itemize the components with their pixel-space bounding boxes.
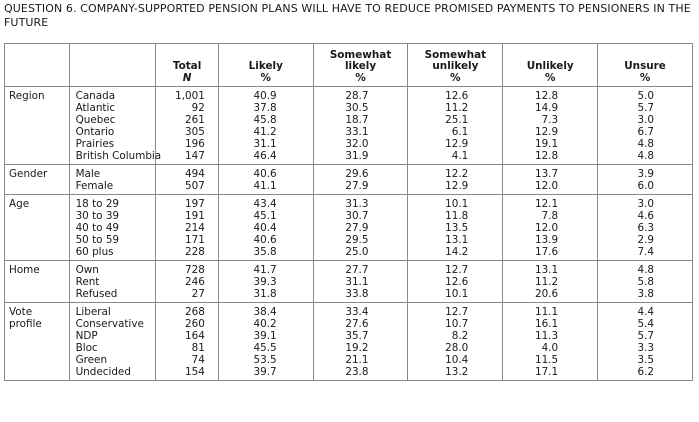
group-label: Region <box>9 90 45 102</box>
unlikely-value: 11.1 <box>534 306 559 318</box>
header-total <box>156 44 219 87</box>
somewhat-likely-cell <box>313 261 408 303</box>
unsure-value: 3.3 <box>637 342 654 354</box>
unlikely-value: 19.1 <box>534 138 559 150</box>
somewhat-unlikely-cell <box>408 303 503 381</box>
header-unsure <box>598 44 693 87</box>
unsure-value: 4.4 <box>637 306 654 318</box>
somewhat-likely-value: 27.9 <box>345 180 369 192</box>
somewhat-unlikely-value: 11.2 <box>445 102 469 114</box>
header-blank-subgroup <box>69 44 156 87</box>
somewhat-unlikely-cell <box>408 87 503 165</box>
likely-value: 53.5 <box>253 354 277 366</box>
group-label-cell <box>5 165 70 195</box>
row-label: Canada <box>75 90 116 102</box>
unsure-cell <box>598 195 693 261</box>
unlikely-value: 7.3 <box>541 114 559 126</box>
unsure-value: 7.4 <box>637 246 654 258</box>
total-value: 305 <box>185 126 205 138</box>
group-row <box>5 261 693 303</box>
likely-value: 45.8 <box>253 114 277 126</box>
row-label <box>69 303 156 381</box>
total-value: 81 <box>191 342 205 354</box>
unsure-value: 6.7 <box>637 126 654 138</box>
header-somewhat-likely-unit: % <box>355 71 366 84</box>
total-value: 228 <box>185 246 205 258</box>
row-label: Quebec <box>75 114 116 126</box>
somewhat-unlikely-value: 14.2 <box>445 246 469 258</box>
somewhat-likely-value: 27.9 <box>345 222 369 234</box>
somewhat-likely-value: 18.7 <box>345 114 369 126</box>
unlikely-value: 4.0 <box>541 342 559 354</box>
group-label-cell <box>5 87 70 165</box>
somewhat-unlikely-cell <box>408 195 503 261</box>
total-cell <box>156 261 219 303</box>
unsure-value: 5.0 <box>637 90 654 102</box>
somewhat-unlikely-value: 13.5 <box>445 222 469 234</box>
header-likely <box>218 44 313 87</box>
unlikely-cell <box>503 195 598 261</box>
somewhat-likely-value: 31.3 <box>345 198 369 210</box>
group-label: Age <box>9 198 30 210</box>
header-somewhat-unlikely <box>408 44 503 87</box>
row-label: Liberal <box>75 306 111 318</box>
somewhat-unlikely-value: 11.8 <box>445 210 469 222</box>
somewhat-unlikely-value: 13.1 <box>445 234 469 246</box>
somewhat-unlikely-value: 12.6 <box>445 90 469 102</box>
group-label-cell <box>5 303 70 381</box>
row-label: NDP <box>75 330 98 342</box>
likely-value: 39.1 <box>253 330 277 342</box>
header-unsure-unit: % <box>639 71 651 84</box>
row-label: Male <box>75 168 101 180</box>
unlikely-value: 13.9 <box>534 234 559 246</box>
row-label: 50 to 59 <box>75 234 120 246</box>
somewhat-likely-cell <box>313 165 408 195</box>
total-cell <box>156 87 219 165</box>
group-label: Home <box>9 264 40 276</box>
row-label <box>69 195 156 261</box>
somewhat-likely-cell <box>313 195 408 261</box>
header-somewhat-likely <box>313 44 408 87</box>
row-label: Prairies <box>75 138 115 150</box>
header-somewhat-likely-line1: Somewhat <box>329 48 392 61</box>
likely-value: 40.6 <box>253 234 277 246</box>
total-value: 74 <box>191 354 205 366</box>
somewhat-likely-value: 33.1 <box>345 126 369 138</box>
total-value: 261 <box>185 114 205 126</box>
unlikely-value: 12.8 <box>534 90 559 102</box>
unlikely-cell <box>503 87 598 165</box>
unsure-cell <box>598 261 693 303</box>
total-value: 154 <box>185 366 205 378</box>
somewhat-likely-value: 27.7 <box>345 264 369 276</box>
somewhat-likely-value: 32.0 <box>345 138 369 150</box>
somewhat-unlikely-value: 10.4 <box>445 354 469 366</box>
somewhat-unlikely-value: 25.1 <box>445 114 469 126</box>
header-unlikely-unit: % <box>544 71 556 84</box>
unlikely-value: 17.1 <box>534 366 559 378</box>
header-likely-line: Likely <box>248 60 283 72</box>
unlikely-value: 13.7 <box>534 168 559 180</box>
total-value: 214 <box>185 222 205 234</box>
total-value: 27 <box>191 288 205 300</box>
total-value: 164 <box>185 330 205 342</box>
row-label: 40 to 49 <box>75 222 120 234</box>
row-label: Green <box>75 354 108 366</box>
somewhat-likely-value: 29.6 <box>345 168 369 180</box>
somewhat-unlikely-value: 13.2 <box>445 366 469 378</box>
likely-cell <box>218 261 313 303</box>
somewhat-likely-cell <box>313 87 408 165</box>
somewhat-likely-value: 30.7 <box>345 210 369 222</box>
total-value: 1,001 <box>175 90 205 102</box>
unlikely-cell <box>503 165 598 195</box>
somewhat-unlikely-value: 12.9 <box>445 180 469 192</box>
unsure-value: 4.8 <box>637 138 654 150</box>
somewhat-unlikely-value: 6.1 <box>451 126 469 138</box>
group-row <box>5 195 693 261</box>
row-label: 18 to 29 <box>75 198 120 210</box>
group-row <box>5 303 693 381</box>
likely-cell <box>218 165 313 195</box>
header-blank-group <box>5 44 70 87</box>
likely-value: 45.1 <box>253 210 277 222</box>
likely-value: 31.8 <box>253 288 277 300</box>
total-cell <box>156 303 219 381</box>
somewhat-unlikely-value: 8.2 <box>451 330 469 342</box>
header-somewhat-unlikely-unit: % <box>450 71 461 84</box>
unlikely-value: 12.1 <box>534 198 559 210</box>
group-label: Gender <box>9 168 48 180</box>
row-label: British Columbia <box>75 150 162 162</box>
total-value: 728 <box>185 264 205 276</box>
group-label: profile <box>9 318 42 330</box>
somewhat-unlikely-value: 12.9 <box>445 138 469 150</box>
unlikely-value: 12.0 <box>534 180 559 192</box>
unsure-cell <box>598 165 693 195</box>
group-label-cell <box>5 261 70 303</box>
somewhat-unlikely-value: 10.1 <box>445 288 469 300</box>
unsure-value: 4.8 <box>637 264 654 276</box>
row-label: 60 plus <box>75 246 114 258</box>
unsure-value: 5.7 <box>637 102 654 114</box>
unsure-value: 3.5 <box>637 354 654 366</box>
unsure-value: 2.9 <box>637 234 654 246</box>
likely-value: 40.9 <box>253 90 277 102</box>
likely-value: 41.2 <box>253 126 277 138</box>
likely-value: 40.4 <box>253 222 277 234</box>
somewhat-likely-value: 29.5 <box>345 234 369 246</box>
unlikely-value: 13.1 <box>534 264 559 276</box>
survey-body <box>5 87 693 381</box>
unsure-value: 3.8 <box>637 288 654 300</box>
somewhat-unlikely-value: 12.6 <box>445 276 469 288</box>
likely-value: 45.5 <box>253 342 277 354</box>
unlikely-value: 16.1 <box>534 318 559 330</box>
somewhat-likely-value: 31.1 <box>345 276 369 288</box>
somewhat-likely-value: 33.4 <box>345 306 369 318</box>
row-label: Ontario <box>75 126 115 138</box>
somewhat-unlikely-cell <box>408 165 503 195</box>
somewhat-likely-value: 23.8 <box>345 366 369 378</box>
unsure-value: 6.0 <box>637 180 654 192</box>
question-title: QUESTION 6. COMPANY-SUPPORTED PENSION PLANS WILL HAVE TO REDUCE PROMISED PAYMENTS TO PENSIONERS IN THE FUTURE <box>4 2 691 29</box>
unlikely-value: 12.0 <box>534 222 559 234</box>
unlikely-cell <box>503 303 598 381</box>
group-row <box>5 165 693 195</box>
likely-value: 31.1 <box>253 138 277 150</box>
row-label: Undecided <box>75 366 131 378</box>
total-value: 92 <box>191 102 205 114</box>
somewhat-unlikely-value: 10.1 <box>445 198 469 210</box>
unsure-value: 6.3 <box>637 222 654 234</box>
likely-value: 43.4 <box>253 198 277 210</box>
unsure-cell <box>598 303 693 381</box>
total-value: 196 <box>185 138 205 150</box>
row-label: Female <box>75 180 114 192</box>
unsure-value: 4.8 <box>637 150 654 162</box>
header-row <box>5 44 693 87</box>
somewhat-unlikely-value: 28.0 <box>445 342 469 354</box>
somewhat-likely-value: 21.1 <box>345 354 369 366</box>
header-total-unit: N <box>182 71 192 84</box>
unsure-value: 3.0 <box>637 114 654 126</box>
header-likely-unit: % <box>260 71 271 84</box>
somewhat-likely-value: 25.0 <box>345 246 369 258</box>
total-value: 171 <box>185 234 205 246</box>
unsure-value: 3.0 <box>637 198 654 210</box>
header-unlikely-line: Unlikely <box>526 60 574 72</box>
total-cell <box>156 195 219 261</box>
likely-value: 38.4 <box>253 306 277 318</box>
total-value: 494 <box>185 168 205 180</box>
unlikely-value: 7.8 <box>541 210 559 222</box>
unlikely-value: 11.5 <box>534 354 559 366</box>
unlikely-value: 12.9 <box>534 126 559 138</box>
row-label: Bloc <box>75 342 98 354</box>
unlikely-value: 11.3 <box>534 330 559 342</box>
likely-value: 46.4 <box>253 150 277 162</box>
row-label: Rent <box>75 276 100 288</box>
unlikely-value: 17.6 <box>534 246 559 258</box>
somewhat-likely-value: 30.5 <box>345 102 369 114</box>
row-label: Own <box>75 264 99 276</box>
unsure-cell <box>598 87 693 165</box>
somewhat-unlikely-value: 4.1 <box>451 150 469 162</box>
likely-cell <box>218 87 313 165</box>
unsure-value: 5.4 <box>637 318 654 330</box>
somewhat-unlikely-cell <box>408 261 503 303</box>
group-label-cell <box>5 195 70 261</box>
unlikely-value: 11.2 <box>534 276 559 288</box>
likely-value: 40.2 <box>253 318 277 330</box>
unlikely-cell <box>503 261 598 303</box>
unlikely-value: 14.9 <box>534 102 559 114</box>
likely-value: 41.1 <box>253 180 277 192</box>
survey-table <box>4 43 693 381</box>
somewhat-unlikely-value: 10.7 <box>445 318 469 330</box>
header-unlikely <box>503 44 598 87</box>
somewhat-likely-value: 28.7 <box>345 90 369 102</box>
somewhat-unlikely-value: 12.2 <box>445 168 469 180</box>
header-total-line: Total <box>172 60 202 72</box>
likely-value: 40.6 <box>253 168 277 180</box>
unsure-value: 4.6 <box>637 210 654 222</box>
somewhat-unlikely-value: 12.7 <box>445 306 469 318</box>
total-value: 246 <box>185 276 205 288</box>
header-unsure-line: Unsure <box>624 60 666 72</box>
row-label: Conservative <box>75 318 144 330</box>
unsure-value: 3.9 <box>637 168 654 180</box>
unsure-value: 6.2 <box>637 366 654 378</box>
likely-cell <box>218 195 313 261</box>
somewhat-likely-value: 31.9 <box>345 150 369 162</box>
unsure-value: 5.7 <box>637 330 654 342</box>
row-label: Atlantic <box>75 102 116 114</box>
total-value: 268 <box>185 306 205 318</box>
unlikely-value: 12.8 <box>534 150 559 162</box>
likely-value: 37.8 <box>253 102 277 114</box>
total-value: 197 <box>185 198 205 210</box>
likely-value: 39.7 <box>253 366 277 378</box>
row-label <box>69 261 156 303</box>
somewhat-unlikely-value: 12.7 <box>445 264 469 276</box>
row-label <box>69 165 156 195</box>
row-label: Refused <box>75 288 118 300</box>
somewhat-likely-value: 19.2 <box>345 342 369 354</box>
total-value: 191 <box>185 210 205 222</box>
row-label <box>69 87 162 165</box>
unsure-value: 5.8 <box>637 276 654 288</box>
likely-value: 39.3 <box>253 276 277 288</box>
total-cell <box>156 165 219 195</box>
header-somewhat-unlikely-line2: unlikely <box>432 60 479 72</box>
group-row <box>5 87 693 165</box>
header-somewhat-unlikely-line1: Somewhat <box>424 48 487 61</box>
group-label: Vote <box>9 306 33 318</box>
header-somewhat-likely-line2: likely <box>344 60 377 72</box>
somewhat-likely-cell <box>313 303 408 381</box>
somewhat-likely-value: 27.6 <box>345 318 369 330</box>
likely-value: 35.8 <box>253 246 277 258</box>
somewhat-likely-value: 35.7 <box>345 330 369 342</box>
likely-cell <box>218 303 313 381</box>
row-label: 30 to 39 <box>75 210 120 222</box>
total-value: 507 <box>185 180 205 192</box>
total-value: 260 <box>185 318 205 330</box>
unlikely-value: 20.6 <box>534 288 559 300</box>
total-value: 147 <box>185 150 205 162</box>
likely-value: 41.7 <box>253 264 277 276</box>
somewhat-likely-value: 33.8 <box>345 288 369 300</box>
